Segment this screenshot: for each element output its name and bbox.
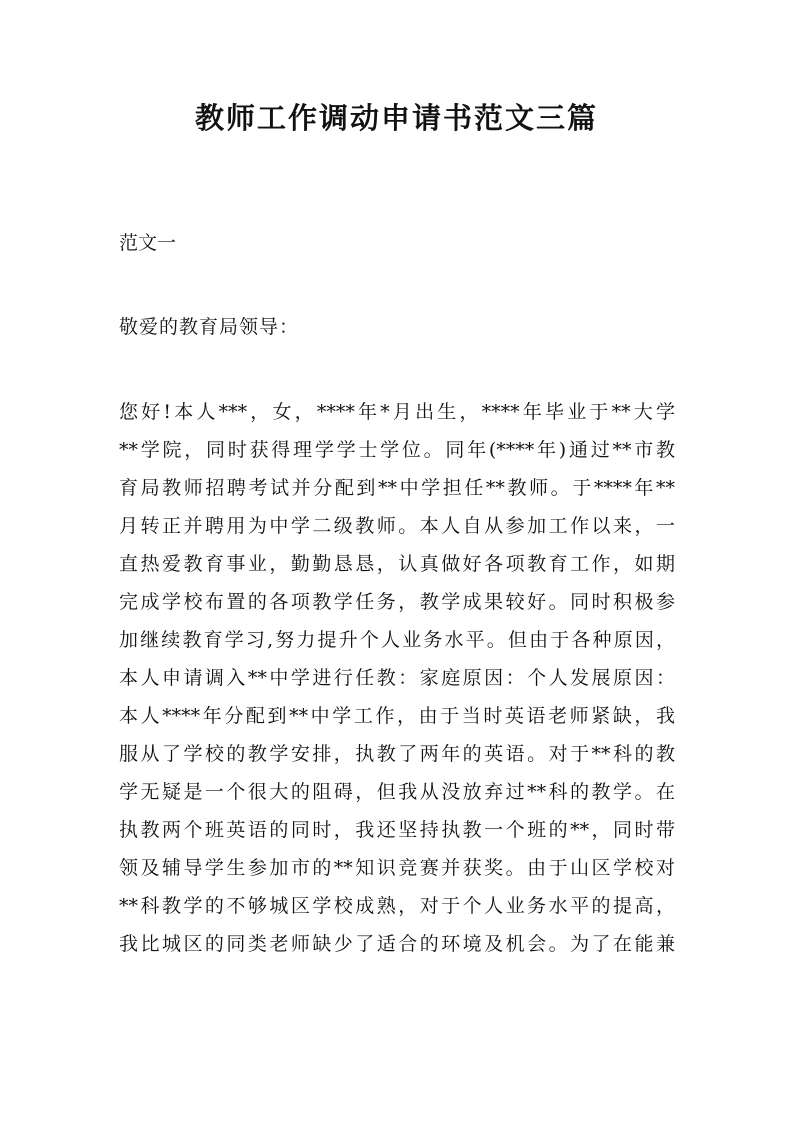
- document-title: 教师工作调动申请书范文三篇: [194, 101, 598, 135]
- body-line: 本人****年分配到**中学工作，由于当时英语老师紧缺，我: [119, 705, 675, 727]
- body-line: 育局教师招聘考试并分配到**中学担任**教师。于****年**: [119, 477, 675, 499]
- body-line: 完成学校布置的各项教学任务，教学成果较好。同时积极参: [119, 591, 675, 613]
- body-line: 学无疑是一个很大的阻碍，但我从没放弃过**科的教学。在: [119, 781, 675, 803]
- body-line: **学院，同时获得理学学士学位。同年(****年)通过**市教: [119, 439, 675, 461]
- body-line: 执教两个班英语的同时，我还坚持执教一个班的**，同时带: [119, 819, 675, 841]
- body-line: 本人申请调入**中学进行任教：家庭原因：个人发展原因：: [119, 667, 675, 689]
- body-line: 您好!本人***，女，****年*月出生，****年毕业于**大学: [119, 401, 675, 423]
- body-paragraph: [119, 393, 675, 963]
- body-line: 服从了学校的教学安排，执教了两年的英语。对于**科的教: [119, 743, 675, 765]
- body-line: 月转正并聘用为中学二级教师。本人自从参加工作以来，一: [119, 515, 675, 537]
- body-line: 直热爱教育事业，勤勤恳恳，认真做好各项教育工作，如期: [119, 553, 675, 575]
- body-line: 领及辅导学生参加市的**知识竞赛并获奖。由于山区学校对: [119, 857, 675, 879]
- body-line: **科教学的不够城区学校成熟，对于个人业务水平的提高，: [119, 895, 675, 917]
- section-label: 范文一: [119, 232, 177, 254]
- body-line: 我比城区的同类老师缺少了适合的环境及机会。为了在能兼: [119, 933, 675, 955]
- body-line: 加继续教育学习,努力提升个人业务水平。但由于各种原因，: [119, 629, 675, 651]
- salutation: 敬爱的教育局领导：: [119, 316, 300, 338]
